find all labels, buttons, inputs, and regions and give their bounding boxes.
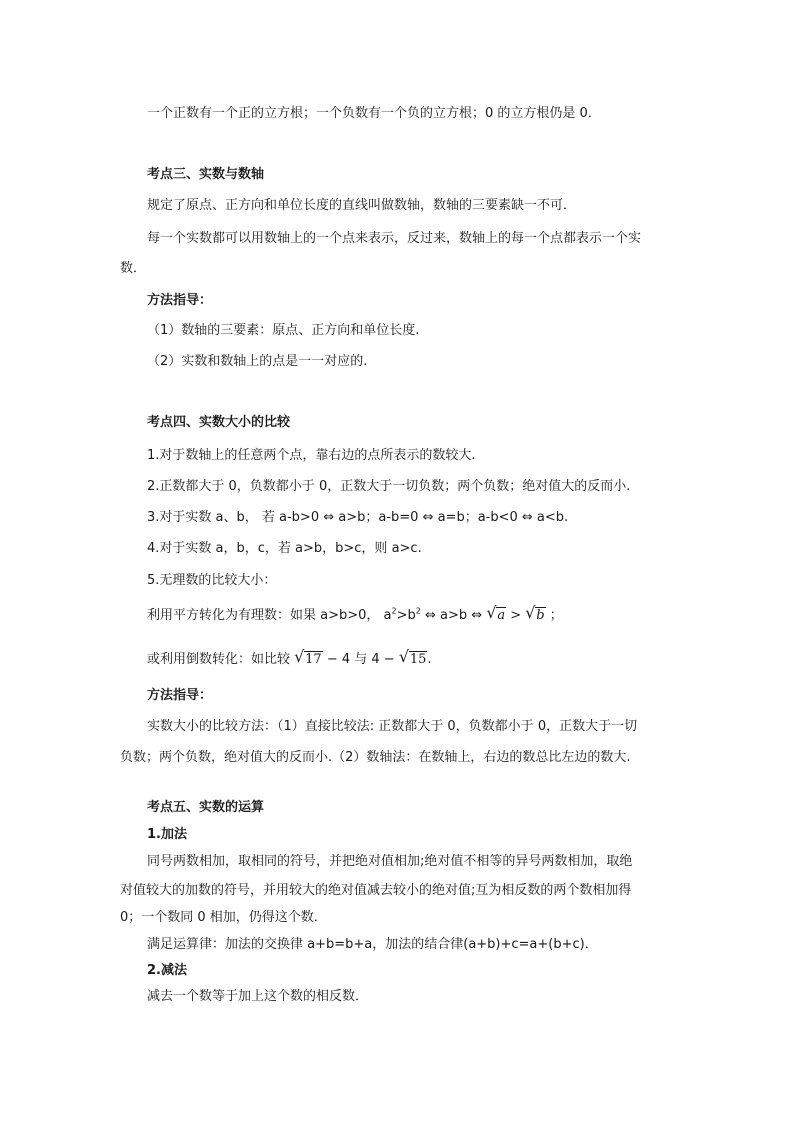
subtraction-title: 2.减法 [147,963,187,978]
addition-rule-line1: 同号两数相加，取相同的符号，并把绝对值相加;绝对值不相等的异号两数相加，取绝 [147,854,633,869]
square-comparison-formula [147,606,563,626]
sqrt-b: √ b [526,606,545,626]
sqrt-17: √ 17 [295,650,323,670]
minus-4-and: − 4 与 4 − [326,652,395,667]
superscript-2b: 2 [415,606,421,616]
number-line-correspondence-line1: 每一个实数都可以用数轴上的一个点来表示，反过来，数轴上的每一个点都表示一个实 [147,231,642,246]
number-line-correspondence-line2: 数． [120,261,147,276]
addition-rule-line3: 0；一个数同 0 相加，仍得这个数． [120,910,327,925]
section-5-title: 考点五、实数的运算 [147,800,265,815]
method-3-item-1: （1）数轴的三要素：原点、正方向和单位长度. [147,323,420,338]
square-prefix: 利用平方转化为有理数：如果 a>b>0， a [147,608,392,623]
section-4-title: 考点四、实数大小的比较 [147,415,291,430]
superscript-2: 2 [391,606,397,616]
equivalence-text: ⇔ a>b ⇔ [425,608,483,623]
compare-rule-3: 3.对于实数 a、b， 若 a-b>0 ⇔ a>b；a-b=0 ⇔ a=b；a-b<0 ⇔ a<b. [147,510,569,525]
addition-laws: 满足运算律：加法的交换律 a+b=b+a，加法的结合律(a+b)+c=a+(b+c)． [147,937,598,952]
cube-root-rule: 一个正数有一个正的立方根；一个负数有一个负的立方根；0 的立方根仍是 0． [147,106,601,121]
semicolon: ； [549,608,563,623]
compare-rule-1: 1.对于数轴上的任意两个点，靠右边的点所表示的数较大. [147,448,476,463]
method-title-3: 方法指导： [147,293,213,308]
number-line-definition: 规定了原点、正方向和单位长度的直线叫做数轴，数轴的三要素缺一不可． [147,198,577,213]
compare-rule-2: 2.正数都大于 0，负数都小于 0，正数大于一切负数；两个负数；绝对值大的反而小. [147,479,631,494]
subtraction-rule: 减去一个数等于加上这个数的相反数． [147,989,369,1004]
compare-method-line2: 负数；两个负数，绝对值大的反而小.（2）数轴法：在数轴上，右边的数总比左边的数大. [120,750,631,765]
period: . [427,652,432,667]
addition-title: 1.加法 [147,827,187,842]
gt-b: >b [396,608,416,623]
reciprocal-prefix: 或利用倒数转化：如比较 [147,652,291,667]
addition-rule-line2: 对值较大的加数的符号，并用较大的绝对值减去较小的绝对值;互为相反数的两个数相加得 [120,883,632,898]
reciprocal-comparison-formula [147,650,432,670]
sqrt-a: √ a [487,606,506,626]
compare-rule-4: 4.对于实数 a，b，c，若 a>b，b>c，则 a>c. [147,541,422,556]
sqrt-15: √ 15 [400,650,428,670]
compare-method-line1: 实数大小的比较方法：（1）直接比较法: 正数都大于 0，负数都小于 0，正数大于一切 [147,719,638,734]
section-3-title: 考点三、实数与数轴 [147,167,265,182]
gt-sign: > [510,608,522,623]
method-3-item-2: （2）实数和数轴上的点是一一对应的. [147,354,368,369]
compare-rule-5: 5.无理数的比较大小： [147,573,277,588]
method-title-4: 方法指导： [147,688,213,703]
